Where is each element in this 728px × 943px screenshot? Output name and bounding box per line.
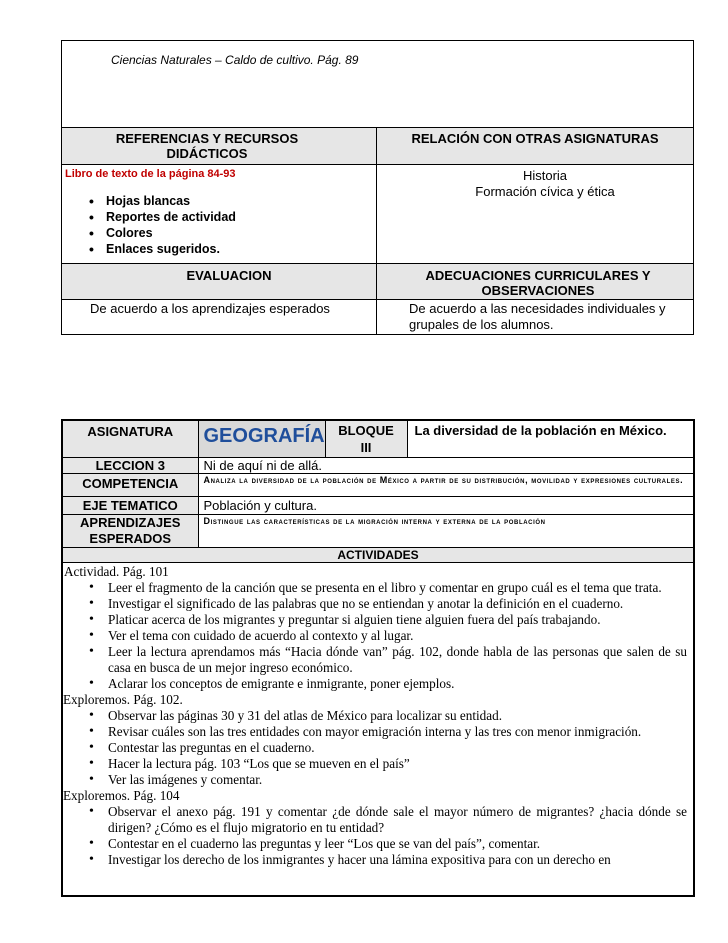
actividades-header-cell bbox=[62, 548, 694, 563]
list-item: • Ver el tema con cuidado de acuerdo al contexto y al lugar. bbox=[63, 628, 693, 644]
list-item: • Contestar en el cuaderno las preguntas y leer “Los que se van del país”, comentar. bbox=[63, 836, 693, 852]
activities-list-1 bbox=[63, 580, 693, 692]
evaluation-text: De acuerdo a los aprendizajes esperados bbox=[90, 301, 330, 316]
list-item: • Aclarar los conceptos de emigrante e inmigrante, poner ejemplos. bbox=[63, 676, 693, 692]
eje-label: EJE TEMATICO bbox=[82, 498, 178, 513]
list-item: • Investigar los derecho de los inmigrantes y hacer una lámina expositiva para con un derecho en bbox=[63, 852, 693, 868]
list-item: • Leer la lectura aprendamos más “Hacia dónde van” pág. 102, donde habla de las personas que salen de su casa en busca de un mejor ingreso económico. bbox=[63, 644, 693, 676]
competencia-value-cell bbox=[198, 474, 694, 497]
actividades-body-cell bbox=[62, 563, 694, 897]
list-item: • Investigar el significado de las palabras que no se entiendan y anotar la definición en el cuaderno. bbox=[63, 596, 693, 612]
lesson-plan-table bbox=[61, 419, 695, 897]
list-item: • Ver las imágenes y comentar. bbox=[63, 772, 693, 788]
list-item: • Contestar las preguntas en el cuaderno. bbox=[63, 740, 693, 756]
lesson-label: LECCION 3 bbox=[95, 458, 165, 473]
top-planning-table bbox=[61, 40, 694, 335]
related-subjects-cell bbox=[377, 165, 694, 264]
competencia-label: COMPETENCIA bbox=[82, 476, 179, 491]
list-item: • Colores bbox=[62, 225, 376, 241]
aprendizajes-text: Distingue las características de la migración interna y externa de la población bbox=[203, 516, 546, 526]
citation-cell bbox=[62, 41, 694, 128]
list-item: • Enlaces sugeridos. bbox=[62, 241, 376, 257]
activities-list-3 bbox=[63, 804, 693, 868]
asignatura-label-cell bbox=[62, 420, 198, 458]
bloque-label-cell bbox=[325, 420, 407, 458]
adecuaciones-header-cell bbox=[377, 264, 694, 300]
list-item: • Observar las páginas 30 y 31 del atlas de México para localizar su entidad. bbox=[63, 708, 693, 724]
list-item: • Hacer la lectura pág. 103 “Los que se mueven en el país” bbox=[63, 756, 693, 772]
lesson-title: Ni de aquí ni de allá. bbox=[203, 458, 323, 473]
competencia-label-cell bbox=[62, 474, 198, 497]
references-header-cell bbox=[62, 128, 377, 165]
relations-header-cell bbox=[377, 128, 694, 165]
evaluation-cell bbox=[62, 300, 377, 335]
eje-text: Población y cultura. bbox=[203, 498, 317, 513]
eje-value-cell bbox=[198, 497, 694, 515]
leccion-value-cell bbox=[198, 458, 694, 474]
list-item: • Leer el fragmento de la canción que se presenta en el libro y comentar en grupo cuál es el tema que trata. bbox=[63, 580, 693, 596]
section-heading: Exploremos. Pág. 104 bbox=[63, 788, 180, 803]
block-title: La diversidad de la población en México. bbox=[414, 423, 667, 438]
related-subject: Formación cívica y ética bbox=[475, 184, 615, 199]
list-item: • Reportes de actividad bbox=[62, 209, 376, 225]
evaluation-header-cell bbox=[62, 264, 377, 300]
asignatura-value-cell bbox=[198, 420, 325, 458]
competencia-text: Analiza la diversidad de la población de México a partir de su distribución, movilidad y expresiones culturales. bbox=[203, 475, 684, 485]
citation-text: Ciencias Naturales – Caldo de cultivo. Pág. 89 bbox=[111, 53, 359, 67]
resources-list bbox=[62, 193, 376, 257]
list-item: • Hojas blancas bbox=[62, 193, 376, 209]
related-subject: Historia bbox=[522, 168, 568, 183]
eje-label-cell bbox=[62, 497, 198, 515]
activities-content bbox=[63, 564, 693, 868]
adecuaciones-text: De acuerdo a las necesidades individuales y grupales de los alumnos. bbox=[409, 301, 666, 332]
adecuaciones-header: ADECUACIONES CURRICULARES Y OBSERVACIONES bbox=[425, 268, 651, 298]
asignatura-label: ASIGNATURA bbox=[87, 424, 174, 439]
list-item: • Platicar acerca de los migrantes y preguntar si alguien tiene alguien fuera del país trabajando. bbox=[63, 612, 693, 628]
aprendizajes-label: APRENDIZAJES ESPERADOS bbox=[80, 515, 181, 546]
section-heading: Actividad. Pág. 101 bbox=[64, 564, 169, 579]
subject-name: GEOGRAFÍA bbox=[203, 425, 325, 447]
adecuaciones-cell bbox=[377, 300, 694, 335]
references-cell bbox=[62, 165, 377, 264]
aprendizajes-label-cell bbox=[62, 515, 198, 548]
aprendizajes-value-cell bbox=[198, 515, 694, 548]
relations-header: RELACIÓN CON OTRAS ASIGNATURAS bbox=[411, 131, 659, 146]
block-label: BLOQUE III bbox=[338, 423, 394, 455]
block-title-cell bbox=[407, 420, 694, 458]
list-item: • Observar el anexo pág. 191 y comentar ¿de dónde sale el mayor número de migrantes? ¿hacia dónde se dirigen? ¿Cómo es el flujo migratorio en tu entidad? bbox=[63, 804, 693, 836]
list-item: • Revisar cuáles son las tres entidades con mayor emigración interna y las tres con menor inmigración. bbox=[63, 724, 693, 740]
leccion-label-cell bbox=[62, 458, 198, 474]
references-header: REFERENCIAS Y RECURSOS DIDÁCTICOS bbox=[115, 131, 299, 161]
actividades-header: ACTIVIDADES bbox=[337, 548, 419, 562]
evaluation-header: EVALUACION bbox=[186, 268, 272, 283]
textbook-reference: Libro de texto de la página 84-93 bbox=[65, 168, 236, 180]
activities-list-2 bbox=[63, 708, 693, 788]
section-heading: Exploremos. Pág. 102. bbox=[63, 692, 183, 707]
